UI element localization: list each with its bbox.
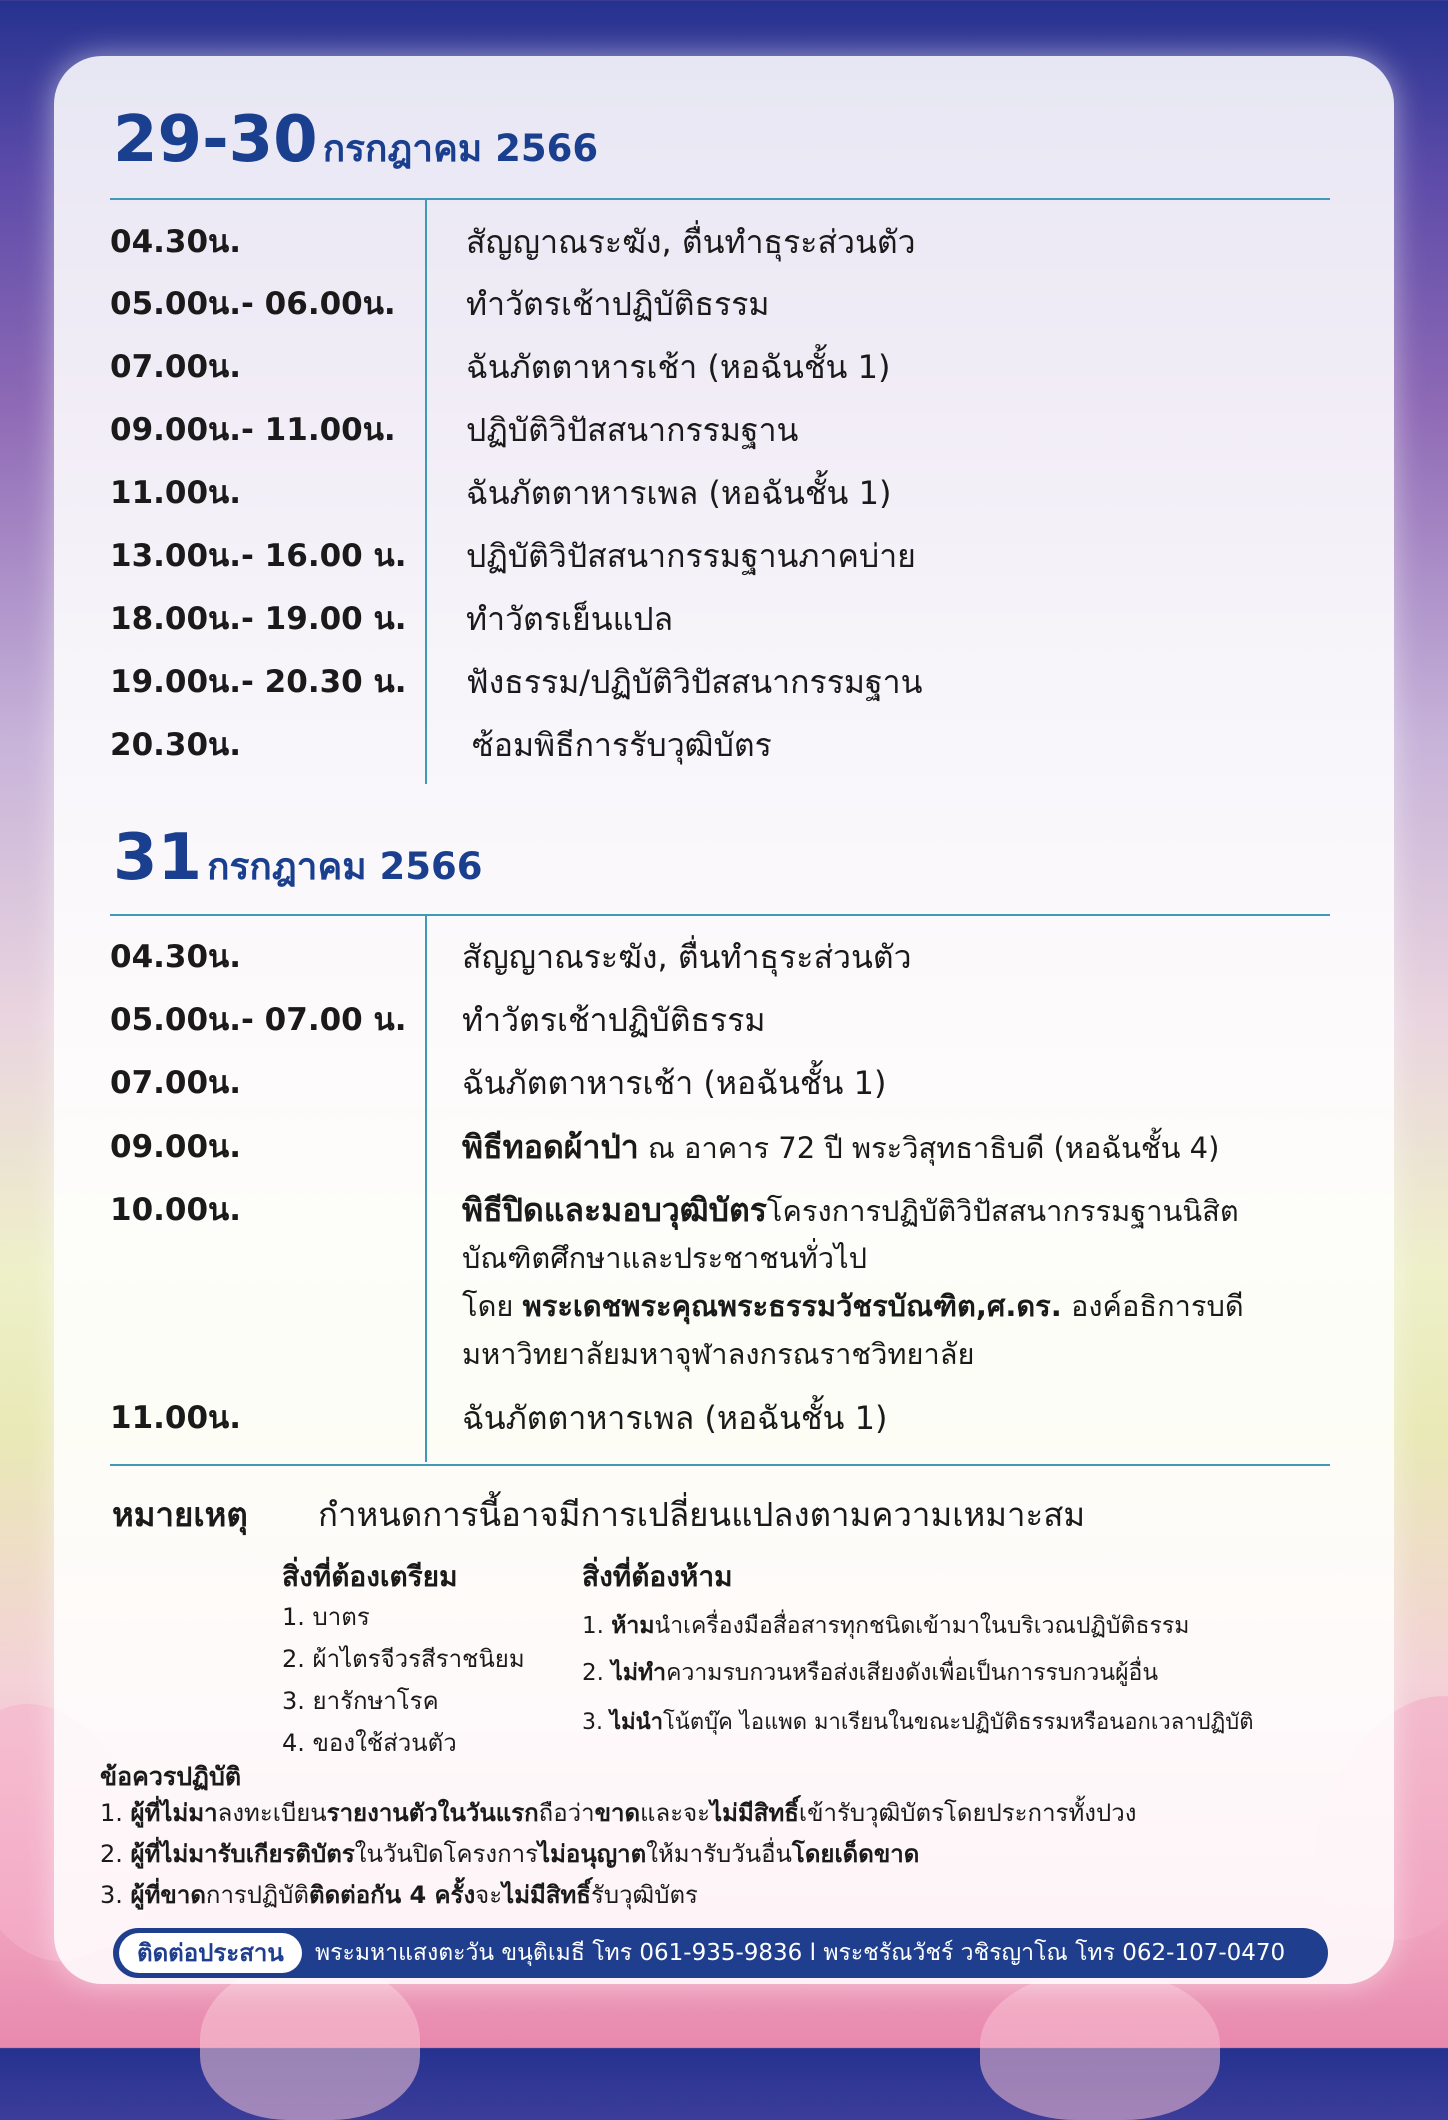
list-item: 3. ยารักษาโรค xyxy=(282,1687,439,1715)
activity-cell: ทำวัตรเช้าปฏิบัติธรรม xyxy=(462,1001,766,1039)
day2-divider xyxy=(110,914,1330,916)
rule-bold: ไม่มีสิทธิ์ xyxy=(710,1799,799,1827)
day1-divider xyxy=(110,198,1330,200)
activity-cell: ฉันภัตตาหารเพล (หอฉันชั้น 1) xyxy=(466,474,892,512)
rule-bold: โดยเด็ดขาด xyxy=(791,1840,920,1868)
activity-rest: ณ อาคาร 72 ปี พระวิสุทธาธิบดี (หอฉันชั้น 4) xyxy=(638,1131,1220,1165)
note-row xyxy=(112,1488,248,1541)
list-item: 2. ผ้าไตรจีวรสีราชนิยม xyxy=(282,1645,525,1673)
prepare-title: สิ่งที่ต้องเตรียม xyxy=(282,1560,458,1593)
contact-label: ติดต่อประสาน xyxy=(119,1933,302,1973)
conduct-rule xyxy=(100,1838,919,1870)
rule-text: รับวุฒิบัตร xyxy=(590,1881,698,1909)
rule-bold: ผู้ที่ไม่มา xyxy=(130,1799,218,1827)
rule-text: ลงทะเบียน xyxy=(217,1799,327,1827)
time-cell: 09.00น.- 11.00น. xyxy=(110,412,396,448)
activity-rest: องค์อธิการบดี xyxy=(1061,1289,1244,1323)
activity-bold: พิธีทอดผ้าป่า xyxy=(462,1128,639,1166)
rule-bold: รายงานตัวในวันแรก xyxy=(326,1799,539,1827)
rule-text: ให้มารับวันอื่น xyxy=(646,1840,792,1868)
activity-cell: ทำวัตรเช้าปฏิบัติธรรม xyxy=(466,285,770,323)
day1-month: กรกฎาคม 2566 xyxy=(322,127,599,170)
day1-date: 29-30 xyxy=(113,103,318,177)
conduct-rule xyxy=(100,1797,1136,1829)
time-cell: 04.30น. xyxy=(110,939,242,975)
rule-text: จะ xyxy=(475,1881,503,1909)
activity-line xyxy=(462,1286,1244,1326)
lotus-petal-decoration xyxy=(200,1960,420,2120)
activity-cell: ฉันภัตตาหารเช้า (หอฉันชั้น 1) xyxy=(462,1064,887,1102)
conduct-rule xyxy=(100,1879,698,1911)
rule-bold: ขาด xyxy=(594,1799,641,1827)
list-number: 1. xyxy=(582,1613,604,1639)
prohibited-title: สิ่งที่ต้องห้าม xyxy=(582,1560,733,1593)
list-number: 2. xyxy=(582,1660,604,1686)
time-cell: 10.00น. xyxy=(110,1192,242,1228)
list-rest: นำเครื่องมือสื่อสารทุกชนิดเข้ามาในบริเวณปฏิบัติธรรม xyxy=(654,1613,1190,1639)
day1-column-divider xyxy=(425,200,427,784)
list-item xyxy=(582,1611,1189,1641)
time-cell: 19.00น.- 20.30 น. xyxy=(110,664,407,700)
contact-bar xyxy=(113,1928,1328,1978)
conduct-title: ข้อควรปฏิบัติ xyxy=(100,1762,242,1791)
rule-text: ในวันปิดโครงการ xyxy=(354,1840,539,1868)
rule-bold: ติดต่อกัน 4 ครั้ง xyxy=(308,1881,476,1909)
activity-bold: พระเดชพระคุณพระธรรมวัชรบัณฑิต,ศ.ดร. xyxy=(522,1289,1062,1323)
schedule-end-divider xyxy=(110,1464,1330,1466)
rule-number: 2. xyxy=(100,1840,123,1868)
contact-text: พระมหาแสงตะวัน ขนุติเมธี โทร 061-935-9836 l พระชรัณวัชร์ วชิรญาโณ โทร 062-107-0470 xyxy=(315,1940,1286,1966)
list-item: 1. บาตร xyxy=(282,1603,370,1631)
list-bold: ไม่นำ xyxy=(610,1710,663,1735)
time-cell: 13.00น.- 16.00 น. xyxy=(110,538,407,574)
note-text: กำหนดการนี้อาจมีการเปลี่ยนแปลงตามความเหมาะสม xyxy=(318,1495,1086,1534)
list-item xyxy=(582,1658,1158,1688)
lotus-petal-decoration xyxy=(980,1970,1220,2120)
activity-cell: ฟังธรรม/ปฏิบัติวิปัสสนากรรมฐาน xyxy=(466,663,923,701)
activity-line: บัณฑิตศึกษาและประชาชนทั่วไป xyxy=(462,1241,868,1275)
note-label: หมายเหตุ xyxy=(112,1495,248,1534)
rule-text: และจะ xyxy=(640,1799,711,1827)
activity-line: มหาวิทยาลัยมหาจุฬาลงกรณราชวิทยาลัย xyxy=(462,1337,975,1371)
day2-column-divider xyxy=(425,916,427,1462)
activity-cell: ปฏิบัติวิปัสสนากรรมฐาน xyxy=(466,411,799,449)
day2-header xyxy=(113,821,483,895)
time-cell: 18.00น.- 19.00 น. xyxy=(110,601,407,637)
activity-bold: พิธีปิดและมอบวุฒิบัตร xyxy=(462,1191,767,1229)
time-cell: 04.30น. xyxy=(110,224,242,260)
rule-bold: ผู้ที่ขาด xyxy=(130,1881,206,1909)
activity-cell: ทำวัตรเย็นแปล xyxy=(466,600,674,638)
list-bold: ห้าม xyxy=(611,1613,655,1639)
time-cell: 20.30น. xyxy=(110,727,242,763)
list-rest: ความรบกวนหรือส่งเสียงดังเพื่อเป็นการรบกวนผู้อื่น xyxy=(666,1660,1159,1686)
list-bold: ไม่ทำ xyxy=(611,1660,667,1686)
list-number: 3. xyxy=(582,1710,603,1735)
list-item: 4. ของใช้ส่วนตัว xyxy=(282,1729,457,1757)
rule-number: 1. xyxy=(100,1799,123,1827)
list-item xyxy=(582,1708,1254,1738)
time-cell: 09.00น. xyxy=(110,1129,242,1165)
time-cell: 11.00น. xyxy=(110,1400,242,1436)
activity-cell: ซ้อมพิธีการรับวุฒิบัตร xyxy=(472,726,772,764)
activity-cell xyxy=(462,1190,1239,1231)
activity-cell: สัญญาณระฆัง, ตื่นทำธุระส่วนตัว xyxy=(462,938,912,976)
rule-bold: ผู้ที่ไม่มารับเกียรติบัตร xyxy=(130,1840,355,1868)
time-cell: 05.00น.- 07.00 น. xyxy=(110,1002,407,1038)
rule-text: เข้ารับวุฒิบัตรโดยประการทั้งปวง xyxy=(798,1799,1137,1827)
day2-date: 31 xyxy=(113,821,203,895)
activity-cell xyxy=(462,1127,1219,1168)
activity-cell: ฉันภัตตาหารเพล (หอฉันชั้น 1) xyxy=(462,1399,888,1437)
time-cell: 07.00น. xyxy=(110,349,242,385)
rule-bold: ไม่มีสิทธิ์ xyxy=(502,1881,591,1909)
activity-pre: โดย xyxy=(462,1289,523,1323)
time-cell: 05.00น.- 06.00น. xyxy=(110,286,396,322)
activity-cell: ฉันภัตตาหารเช้า (หอฉันชั้น 1) xyxy=(466,348,891,386)
rule-text: ถือว่า xyxy=(538,1799,595,1827)
activity-rest: โครงการปฏิบัติวิปัสสนากรรมฐานนิสิต xyxy=(766,1194,1239,1228)
rule-number: 3. xyxy=(100,1881,123,1909)
rule-bold: ไม่อนุญาต xyxy=(538,1840,647,1868)
rule-text: การปฏิบัติ xyxy=(205,1881,309,1909)
activity-cell: ปฏิบัติวิปัสสนากรรมฐานภาคบ่าย xyxy=(466,537,916,575)
activity-cell: สัญญาณระฆัง, ตื่นทำธุระส่วนตัว xyxy=(466,223,916,261)
time-cell: 11.00น. xyxy=(110,475,242,511)
time-cell: 07.00น. xyxy=(110,1065,242,1101)
day1-header xyxy=(113,103,599,177)
list-rest: โน้ตบุ๊ค ไอแพด มาเรียนในขณะปฏิบัติธรรมหรือนอกเวลาปฏิบัติ xyxy=(662,1710,1254,1735)
day2-month: กรกฎาคม 2566 xyxy=(207,845,483,888)
